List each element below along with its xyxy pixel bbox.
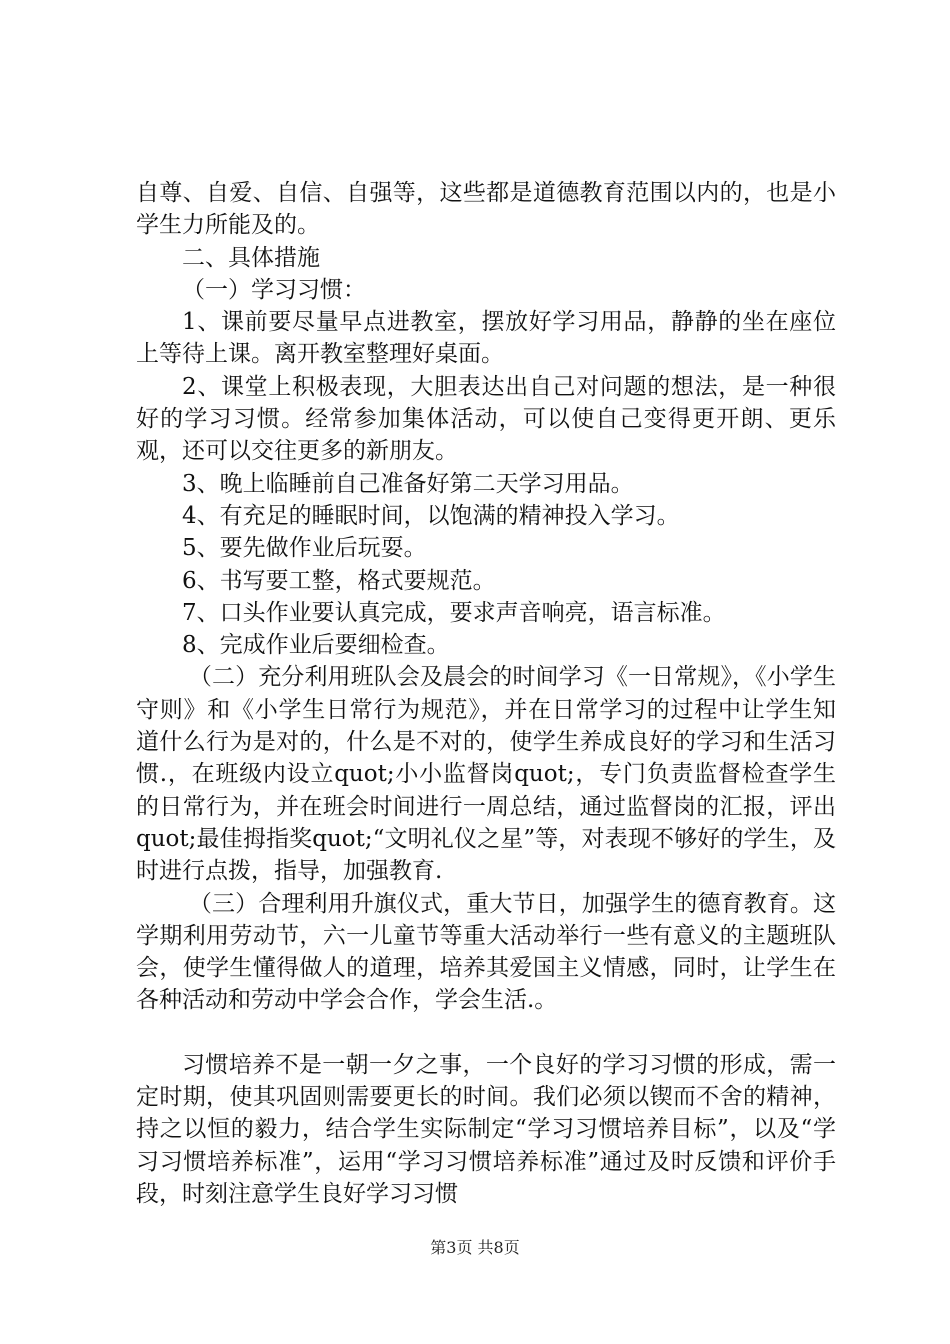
list-item-3: 3、晚上临睡前自己准备好第二天学习用品。 bbox=[182, 470, 634, 497]
paragraph-conclusion: 习惯培养不是一朝一夕之事，一个良好的学习习惯的形成，需一定时期，使其巩固则需要更长的时间。我们必须以锲而不舍的精神，持之以恒的毅力，结合学生实际制定“学习习惯培养目标”，以及“学习习惯培养标准”，运用“学习习惯培养标准”通过及时反馈和评价手段，时刻注意学生良好学习习惯 bbox=[136, 1051, 836, 1207]
list-item-7: 7、口头作业要认真完成，要求声音响亮，语言标准。 bbox=[182, 599, 726, 626]
list-item-4: 4、有充足的睡眠时间，以饱满的精神投入学习。 bbox=[182, 502, 680, 529]
subsection-heading-study-habits: （一）学习习惯： bbox=[182, 276, 366, 303]
page-footer: 第3页 共8页 bbox=[430, 1238, 520, 1257]
paragraph-section-two: （二）充分利用班队会及晨会的时间学习《一日常规》，《小学生守则》和《小学生日常行为规范》，并在日常学习的过程中让学生知道什么行为是对的，什么是不对的，使学生养成良好的学习和生活习惯.，在班级内设立quot;小小监督岗quot;，专门负责监督检查学生的日常行为，并在班会时间进行一周总结，通过监督岗的汇报，评出quot;最佳拇指奖quot;“文明礼仪之星”等，对表现不够好的学生，及时进行点拨，指导，加强教育. bbox=[136, 664, 836, 885]
list-item-5: 5、要先做作业后玩耍。 bbox=[182, 535, 427, 562]
section-heading-measures: 二、具体措施 bbox=[182, 244, 320, 271]
list-item-1: 1、课前要尽量早点进教室，摆放好学习用品，静静的坐在座位上等待上课。离开教室整理好桌面。 bbox=[136, 309, 836, 368]
list-item-2: 2、课堂上积极表现，大胆表达出自己对问题的想法，是一种很好的学习习惯。经常参加集体活动，可以使自己变得更开朗、更乐观，还可以交往更多的新朋友。 bbox=[136, 373, 836, 465]
list-item-6: 6、书写要工整，格式要规范。 bbox=[182, 567, 496, 594]
document-body bbox=[136, 177, 836, 1210]
paragraph-section-three: （三）合理利用升旗仪式，重大节日，加强学生的德育教育。这学期利用劳动节，六一儿童节等重大活动举行一些有意义的主题班队会，使学生懂得做人的道理，培养其爱国主义情感，同时，让学生在各种活动和劳动中学会合作，学会生活.。 bbox=[136, 890, 836, 1014]
blank-line bbox=[136, 1017, 836, 1049]
paragraph-intro: 自尊、自爱、自信、自强等，这些都是道德教育范围以内的，也是小学生力所能及的。 bbox=[136, 180, 836, 239]
list-item-8: 8、完成作业后要细检查。 bbox=[182, 632, 450, 659]
